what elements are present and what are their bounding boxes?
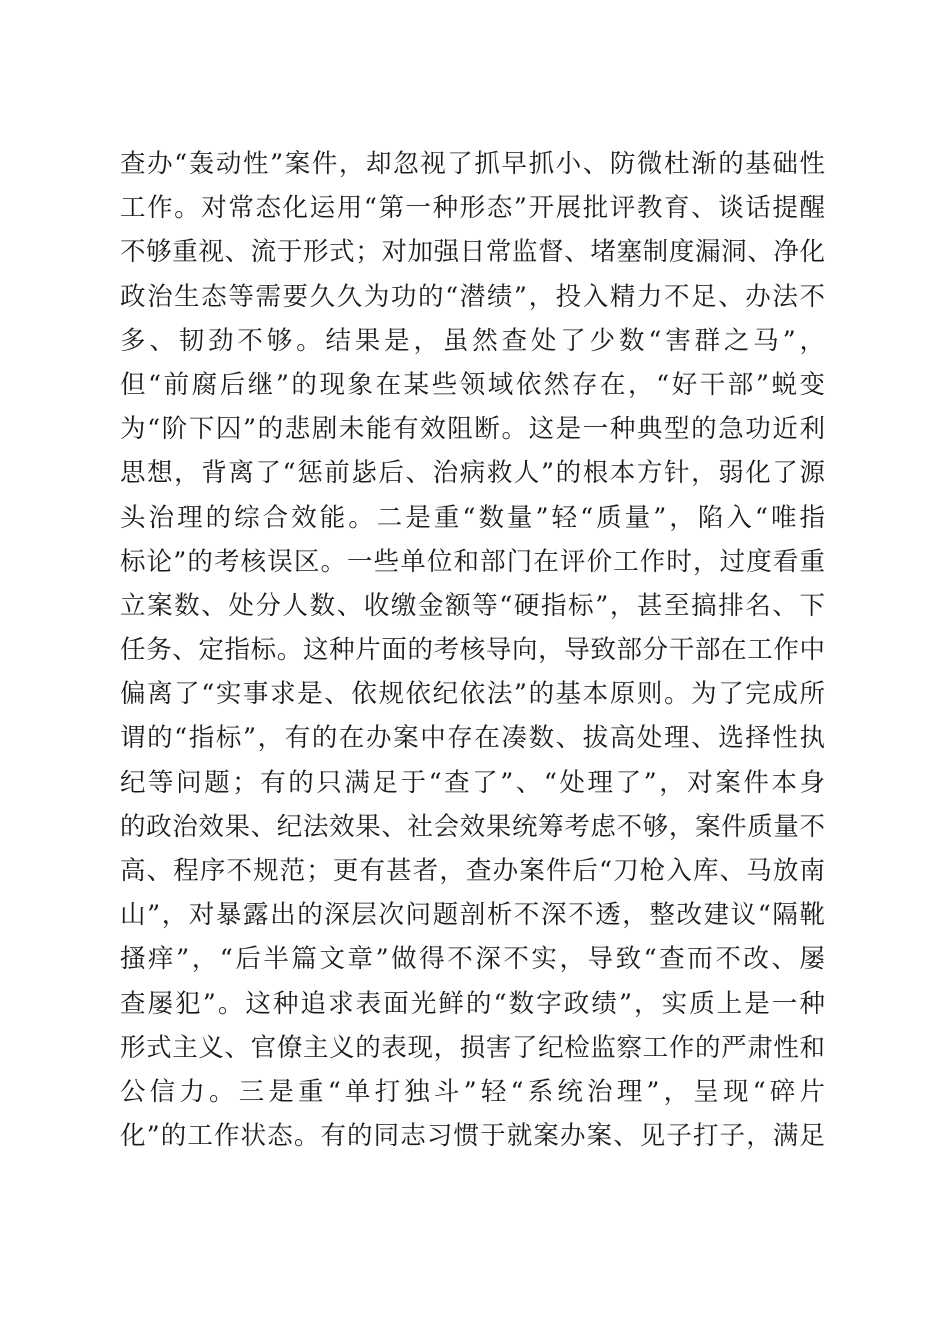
- text-line: 标论”的考核误区。一些单位和部门在评价工作时，过度看重: [120, 546, 825, 577]
- text-line: 公信力。三是重“单打独斗”轻“系统治理”，呈现“碎片: [120, 1076, 825, 1107]
- text-line: 思想，背离了“惩前毖后、治病救人”的根本方针，弱化了源: [120, 458, 825, 489]
- text-line: 搔痒”，“后半篇文章”做得不深不实，导致“查而不改、屡: [120, 944, 825, 975]
- text-line: 查屡犯”。这种追求表面光鲜的“数字政绩”，实质上是一种: [120, 988, 825, 1019]
- text-line: 为“阶下囚”的悲剧未能有效阻断。这是一种典型的急功近利: [120, 414, 825, 445]
- text-line: 头治理的综合效能。二是重“数量”轻“质量”，陷入“唯指: [120, 502, 825, 533]
- text-line: 化”的工作状态。有的同志习惯于就案办案、见子打子，满足: [120, 1121, 825, 1152]
- text-line: 纪等问题；有的只满足于“查了”、“处理了”，对案件本身: [120, 767, 825, 798]
- text-line: 但“前腐后继”的现象在某些领域依然存在，“好干部”蜕变: [120, 369, 825, 400]
- text-line: 多、韧劲不够。结果是，虽然查处了少数“害群之马”，: [120, 325, 825, 356]
- text-line: 的政治效果、纪法效果、社会效果统筹考虑不够，案件质量不: [120, 811, 825, 842]
- text-line: 政治生态等需要久久为功的“潜绩”，投入精力不足、办法不: [120, 281, 825, 312]
- text-line: 偏离了“实事求是、依规依纪依法”的基本原则。为了完成所: [120, 679, 825, 710]
- text-line: 谓的“指标”，有的在办案中存在凑数、拔高处理、选择性执: [120, 723, 825, 754]
- text-line: 形式主义、官僚主义的表现，损害了纪检监察工作的严肃性和: [120, 1032, 825, 1063]
- text-line: 不够重视、流于形式；对加强日常监督、堵塞制度漏洞、净化: [120, 237, 825, 268]
- text-line: 山”，对暴露出的深层次问题剖析不深不透，整改建议“隔靴: [120, 900, 825, 931]
- body-text: [120, 142, 825, 1158]
- text-line: 任务、定指标。这种片面的考核导向，导致部分干部在工作中: [120, 635, 825, 666]
- text-line: 立案数、处分人数、收缴金额等“硬指标”，甚至搞排名、下: [120, 590, 825, 621]
- text-line: 工作。对常态化运用“第一种形态”开展批评教育、谈话提醒: [120, 193, 825, 224]
- text-line: 查办“轰动性”案件，却忽视了抓早抓小、防微杜渐的基础性: [120, 149, 825, 179]
- text-line: 高、程序不规范；更有甚者，查办案件后“刀枪入库、马放南: [120, 856, 825, 886]
